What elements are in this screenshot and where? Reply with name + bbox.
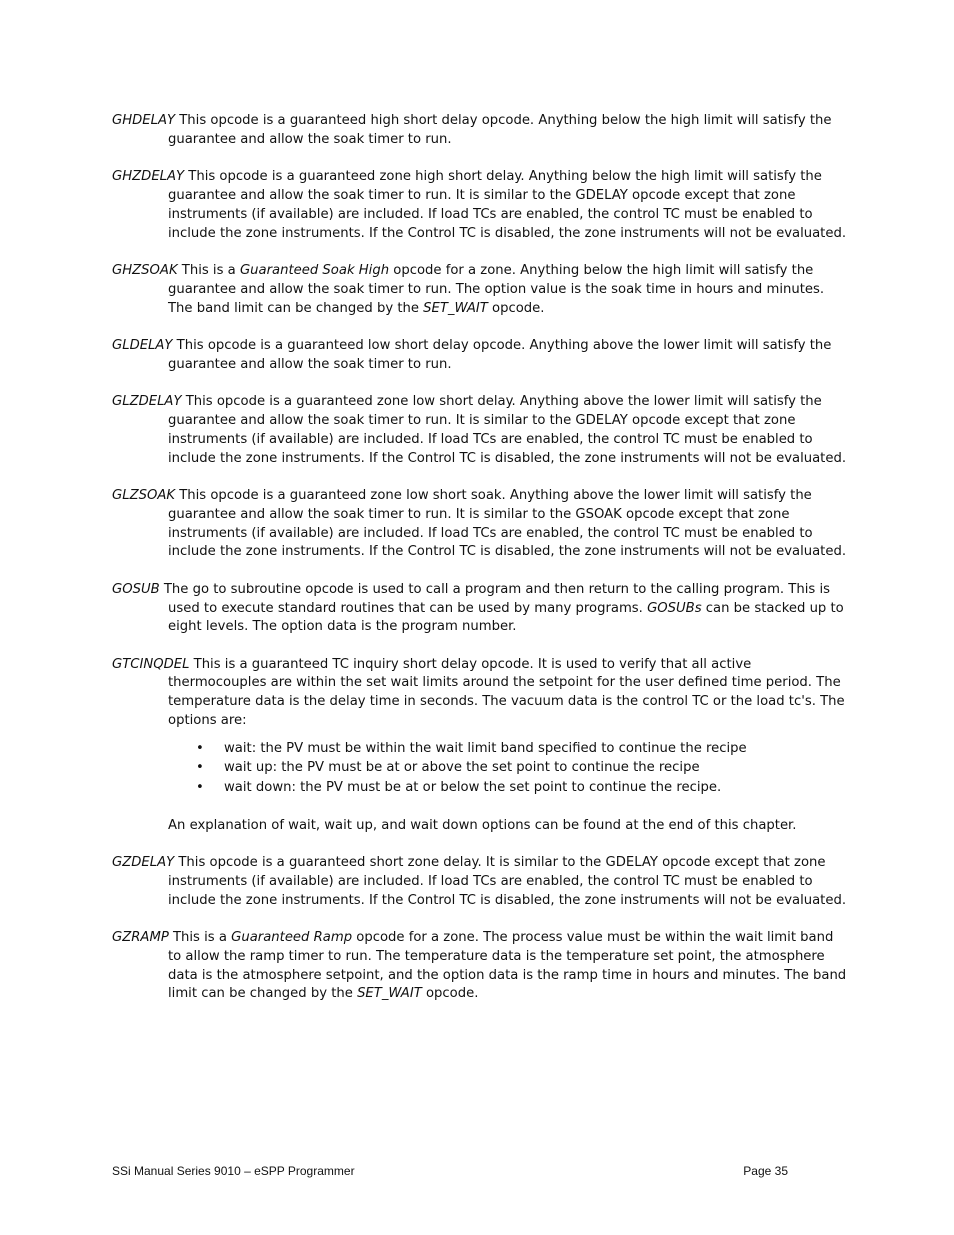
opcode-description: can be stacked up to eight levels. The option data is the program number. <box>168 600 844 635</box>
opcode-name: GZDELAY <box>112 855 175 871</box>
opcode-description: This opcode is a guaranteed zone high short delay. Anything below the high limit will satisfy the guarantee and allow the soak timer to run. It is similar to the GDELAY opcode except that zone instruments (if available) are included. If load TCs are enabled, the control TC must be enabled to include the zone instruments. If the Control TC is disabled, the zone instruments will not be evaluated. <box>168 169 847 241</box>
opcode-entry-gtcinqdel <box>112 656 847 731</box>
opcode-entry-gosub <box>112 581 847 637</box>
opcode-description: This opcode is a guaranteed zone low short delay. Anything above the lower limit will satisfy the guarantee and allow the soak timer to run. It is similar to the GDELAY opcode except that zone instruments (if available) are included. If load TCs are enabled, the control TC must be enabled to include the zone instruments. If the Control TC is disabled, the zone instruments will not be evaluated. <box>168 394 847 466</box>
opcode-entry-gzramp <box>112 929 847 1004</box>
opcode-entry-ghdelay <box>112 112 847 150</box>
opcode-description: This is a guaranteed TC inquiry short delay opcode. It is used to verify that all active thermocouples are within the set wait limits around the setpoint for the user defined time period. The temperature data is the delay time in seconds. The vacuum data is the control TC or the load tc's. The options are: <box>168 656 845 729</box>
opcode-description: This opcode is a guaranteed short zone delay. It is similar to the GDELAY opcode except that zone instruments (if available) are included. If load TCs are enabled, the control TC must be enabled to include the zone instruments. If the Control TC is disabled, the zone instruments will not be evaluated. <box>168 855 847 908</box>
opcode-entry-gzdelay <box>112 854 847 910</box>
opcode-description: This opcode is a guaranteed zone low short soak. Anything above the lower limit will satisfy the guarantee and allow the soak timer to run. It is similar to the GSOAK opcode except that zone instruments (if available) are included. If load TCs are enabled, the control TC must be enabled to include the zone instruments. If the Control TC is disabled, the zone instruments will not be evaluated. <box>168 487 847 560</box>
option-item: • wait down: the PV must be at or below the set point to continue the recipe. <box>168 778 847 798</box>
opcode-description: This is a <box>177 262 240 278</box>
opcode-description: This is a <box>168 930 232 946</box>
footer-page-number: Page 35 <box>743 1164 788 1178</box>
footer-manual-title: SSi Manual Series 9010 – eSPP Programmer <box>112 1164 355 1178</box>
opcode-entry-gldelay <box>112 337 847 375</box>
opcode-name: GHDELAY <box>112 113 176 128</box>
opcode-list <box>112 112 847 1023</box>
opcode-description: opcode for a zone. The process value must be within the wait limit band to allow the ramp timer to run. The temperature data is the temperature set point, the atmosphere data is the atmosphere setpoint, and the option data is the ramp time in hours and minutes. The band limit can be changed by the <box>168 930 847 1002</box>
opcode-description: opcode for a zone. Anything below the high limit will satisfy the guarantee and allow the soak timer to run. The option value is the soak time in hours and minutes. The band limit can be changed by the <box>168 262 825 316</box>
option-item: • wait: the PV must be within the wait limit band specified to continue the recipe <box>168 739 847 759</box>
opcode-description: opcode. <box>487 300 545 316</box>
opcode-name: GOSUB <box>112 581 160 597</box>
opcode-entry-glzsoak <box>112 487 847 562</box>
opcode-description: opcode. <box>421 986 479 1002</box>
opcode-emphasis: Guaranteed Ramp <box>231 930 353 946</box>
options-list <box>112 739 847 798</box>
opcode-entry-ghzsoak <box>112 262 847 318</box>
opcode-name: GZRAMP <box>112 930 169 946</box>
opcode-name: GHZSOAK <box>112 262 178 278</box>
options-note: An explanation of wait, wait up, and wait down options can be found at the end of this chapter. <box>168 817 797 833</box>
opcode-name: GLZSOAK <box>112 487 176 503</box>
opcode-name: GHZDELAY <box>112 169 185 185</box>
opcode-entry-ghzdelay <box>112 168 847 243</box>
opcode-description: This opcode is a guaranteed high short delay opcode. Anything below the high limit will satisfy the guarantee and allow the soak timer to run. <box>168 113 832 147</box>
opcode-description: This opcode is a guaranteed low short delay opcode. Anything above the lower limit will satisfy the guarantee and allow the soak timer to run. <box>168 337 832 372</box>
opcode-description: The go to subroutine opcode is used to call a program and then return to the calling program. This is used to execute standard routines that can be used by many programs. <box>159 581 830 616</box>
opcode-name: GTCINQDEL <box>112 656 190 672</box>
opcode-entry-glzdelay <box>112 393 847 468</box>
opcode-emphasis: GOSUBs <box>647 600 702 616</box>
opcode-name: GLDELAY <box>112 337 173 353</box>
option-item: • wait up: the PV must be at or above the set point to continue the recipe <box>168 758 847 778</box>
opcode-reference: SET_WAIT <box>357 986 422 1002</box>
opcode-reference: SET_WAIT <box>423 300 488 316</box>
opcode-name: GLZDELAY <box>112 394 182 410</box>
opcode-emphasis: Guaranteed Soak High <box>239 262 390 278</box>
